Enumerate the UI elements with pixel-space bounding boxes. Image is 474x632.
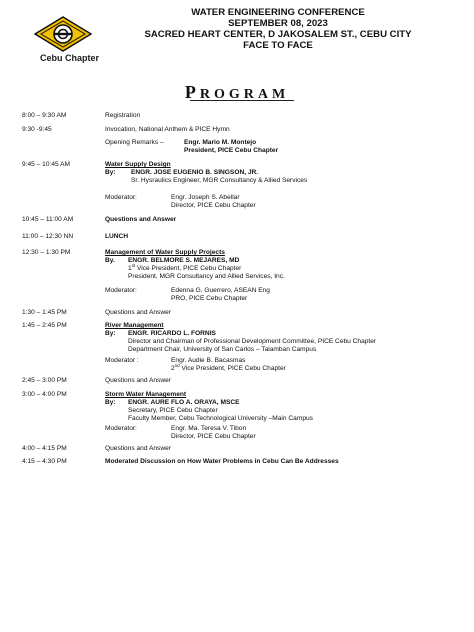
speaker-name: ENGR. BELMORE S. MEJARES, MD <box>128 257 240 264</box>
speaker-description: Faculty Member, Cebu Technological University –Main Campus <box>128 415 313 422</box>
slot-time: 4:00 – 4:15 PM <box>22 445 67 452</box>
slot-time: 11:00 – 12:30 NN <box>22 233 74 240</box>
session-topic: River Management <box>105 322 164 329</box>
moderator-position: Director, PICE Cebu Chapter <box>171 433 256 440</box>
slot-time: 12:30 – 1:30 PM <box>22 249 71 256</box>
speaker-description: President, MGR Consultancy and Allied Services, Inc. <box>128 273 285 280</box>
moderator-position: Director, PICE Cebu Chapter <box>171 202 256 209</box>
slot-activity: Questions and Answer <box>105 309 171 316</box>
speaker-name: ENGR. JOSE EUGENIO B. SINGSON, JR. <box>131 169 259 176</box>
moderator-label: Moderator: <box>105 194 137 201</box>
moderator-name: Engr. Joseph S. Abellar <box>171 194 240 201</box>
speaker-description: Sr. Hysraulics Engineer, MGR Consultancy & Allied Services <box>131 177 308 184</box>
moderator-label: Moderator: <box>105 287 137 294</box>
slot-activity: LUNCH <box>105 233 129 240</box>
speaker-description: Director and Chairman of Professional Development Committee, PICE Cebu Chapter <box>128 338 377 345</box>
conference-title: WATER ENGINEERING CONFERENCE <box>191 7 365 18</box>
chapter-name: Cebu Chapter <box>40 53 100 63</box>
by-label: By: <box>105 399 116 406</box>
moderator-label: Moderator : <box>105 357 139 364</box>
ordinal-number: 2 <box>171 365 175 372</box>
title-rest: ROGRAM <box>199 87 290 102</box>
session-topic: Management of Water Supply Projects <box>105 249 225 256</box>
ordinal-suffix: nd <box>174 363 180 368</box>
speaker-description: Secretary, PICE Cebu Chapter <box>128 407 218 414</box>
slot-time: 4:15 – 4:30 PM <box>22 458 67 465</box>
moderator-position <box>171 365 286 373</box>
slot-time: 9:45 – 10:45 AM <box>22 161 71 168</box>
slot-time: 1:30 – 1:45 PM <box>22 309 67 316</box>
speaker-name: ENGR. RICARDO L. FORNIS <box>128 330 216 337</box>
slot-time: 10:45 – 11:00 AM <box>22 216 74 223</box>
moderator-label: Moderator: <box>105 425 137 432</box>
by-label: By: <box>105 330 116 337</box>
slot-activity: Questions and Answer <box>105 216 177 223</box>
slot-activity: Moderated Discussion on How Water Problems in Cebu Can Be Addresses <box>105 458 339 465</box>
slot-time: 8:00 – 9:30 AM <box>22 112 67 119</box>
ordinal-suffix: st <box>131 263 136 268</box>
session-topic: Storm Water Management <box>105 391 187 398</box>
moderator-name: Engr. Ma. Teresa V. Tibon <box>171 425 247 432</box>
slot-activity: Questions and Answer <box>105 377 171 384</box>
conference-date: SEPTEMBER 08, 2023 <box>228 18 328 29</box>
slot-activity: Invocation, National Anthem & PICE Hymn <box>105 126 230 133</box>
ordinal-number: 1 <box>128 265 132 272</box>
title-first-letter: P <box>184 82 200 102</box>
moderator-name: Engr. Audie B. Bacasmas <box>171 357 246 364</box>
position-text: Vice President, PICE Cebu Chapter <box>179 365 286 372</box>
slot-time: 1:45 – 2:45 PM <box>22 322 67 329</box>
slot-time: 3:00 – 4:00 PM <box>22 391 67 398</box>
speaker-name: ENGR. AURE FLO A. ORAYA, MSCE <box>128 399 240 406</box>
conference-venue: SACRED HEART CENTER, D JAKOSALEM ST., CEBU CITY <box>144 29 412 40</box>
slot-time: 9:30 -9:45 <box>22 126 52 133</box>
session-topic: Water Supply Design <box>105 161 171 168</box>
conference-mode: FACE TO FACE <box>243 40 313 51</box>
opening-remarks-label: Opening Remarks – <box>105 139 164 146</box>
slot-activity: Registration <box>105 112 141 119</box>
speaker-name: Engr. Mario M. Montejo <box>184 139 257 146</box>
speaker-description: Department Chair, University of San Carlos – Talamban Campus <box>128 346 317 353</box>
slot-time: 2:45 – 3:00 PM <box>22 377 67 384</box>
description-text: Vice President, PICE Cebu Chapter <box>135 265 242 272</box>
moderator-position: PRO, PICE Cebu Chapter <box>171 295 248 302</box>
title-underline <box>190 100 294 101</box>
pice-logo <box>34 16 92 52</box>
speaker-position: President, PICE Cebu Chapter <box>184 147 279 154</box>
by-label: By. <box>105 257 115 264</box>
speaker-description <box>128 265 241 273</box>
slot-activity: Questions and Answer <box>105 445 171 452</box>
by-label: By: <box>105 169 116 176</box>
moderator-name: Edenna G. Guerrero, ASEAN Eng <box>171 287 270 294</box>
